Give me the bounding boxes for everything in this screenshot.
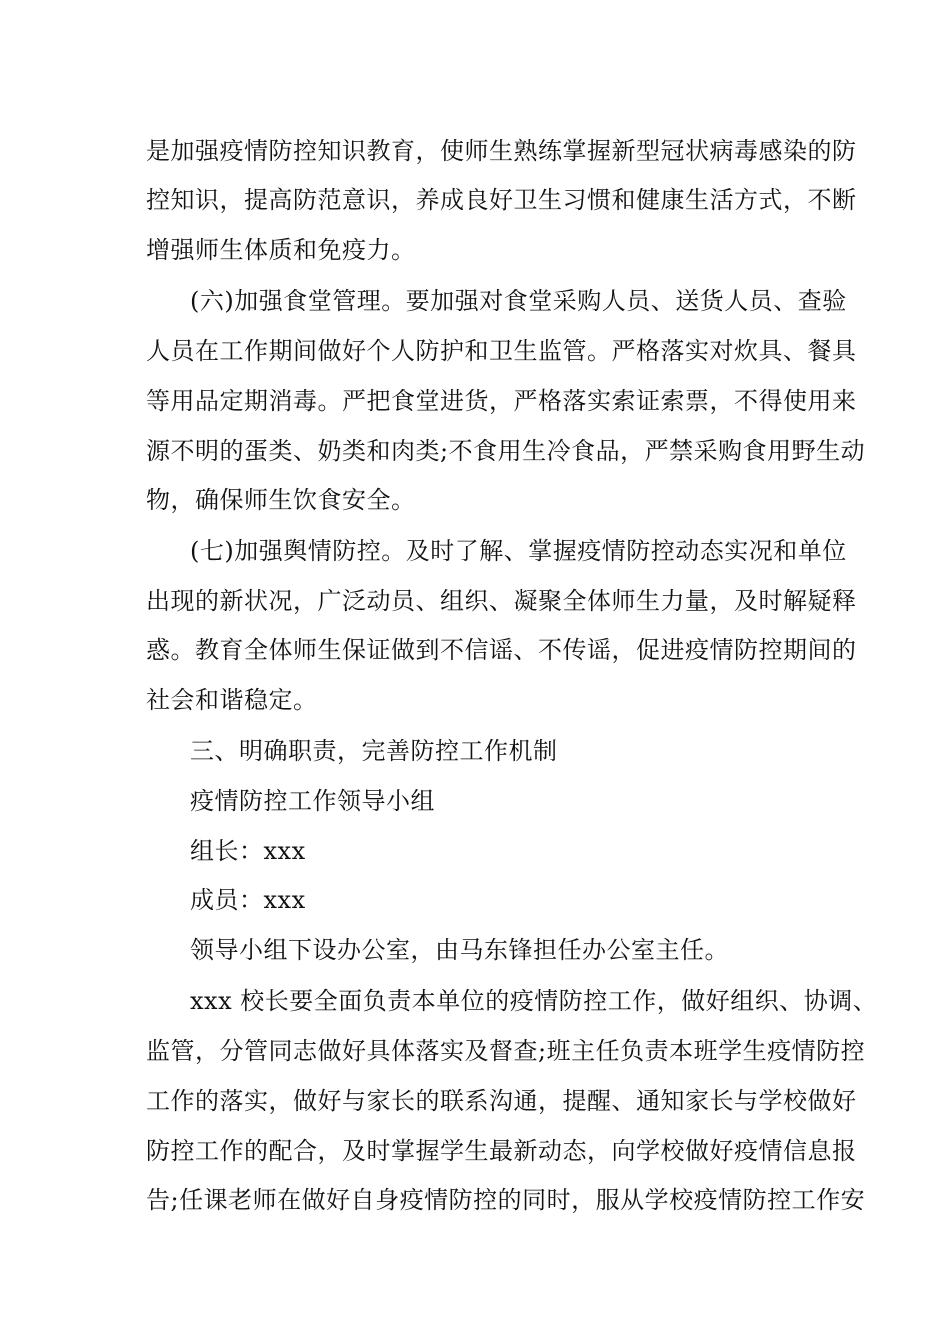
group-leader-line: 组长：xxx <box>190 837 306 865</box>
text-line: 出现的新状况，广泛动员、组织、凝聚全体师生力量，及时解疑释 <box>146 587 857 615</box>
group-members-line: 成员：xxx <box>190 886 306 914</box>
text-line: 防控工作的配合，及时掌握学生最新动态，向学校做好疫情信息报 <box>146 1137 857 1165</box>
paragraph-duties-start: xxx 校长要全面负责本单位的疫情防控工作，做好组织、协调、 <box>190 987 878 1015</box>
text-line: 控知识，提高防范意识，养成良好卫生习惯和健康生活方式，不断 <box>146 186 857 214</box>
text-line: 源不明的蛋类、奶类和肉类;不食用生冷食品，严禁采购食用野生动 <box>146 437 866 465</box>
text-line: 是加强疫情防控知识教育，使师生熟练掌握新型冠状病毒感染的防 <box>146 137 857 165</box>
text-line: 物，确保师生饮食安全。 <box>146 486 416 514</box>
office-line: 领导小组下设办公室，由马东锋担任办公室主任。 <box>190 936 729 964</box>
subsection-heading: 疫情防控工作领导小组 <box>190 787 435 815</box>
text-line: 告;任课老师在做好自身疫情防控的同时，服从学校疫情防控工作安 <box>146 1186 866 1214</box>
text-line: 工作的落实，做好与家长的联系沟通，提醒、通知家长与学校做好 <box>146 1087 857 1115</box>
text-line: 等用品定期消毒。严把食堂进货，严格落实索证索票，不得使用来 <box>146 387 857 415</box>
section-heading: 三、明确职责，完善防控工作机制 <box>190 737 558 765</box>
text-line: 惑。教育全体师生保证做到不信谣、不传谣，促进疫情防控期间的 <box>146 636 857 664</box>
text-line: 增强师生体质和免疫力。 <box>146 236 416 264</box>
paragraph-seven-start: (七)加强舆情防控。及时了解、掌握疫情防控动态实况和单位 <box>190 537 847 565</box>
text-line: 监管，分管同志做好具体落实及督查;班主任负责本班学生疫情防控 <box>146 1037 866 1065</box>
text-line: 社会和谐稳定。 <box>146 686 318 714</box>
text-line: 人员在工作期间做好个人防护和卫生监管。严格落实对炊具、餐具 <box>146 337 857 365</box>
paragraph-six-start: (六)加强食堂管理。要加强对食堂采购人员、送货人员、查验 <box>190 287 847 315</box>
